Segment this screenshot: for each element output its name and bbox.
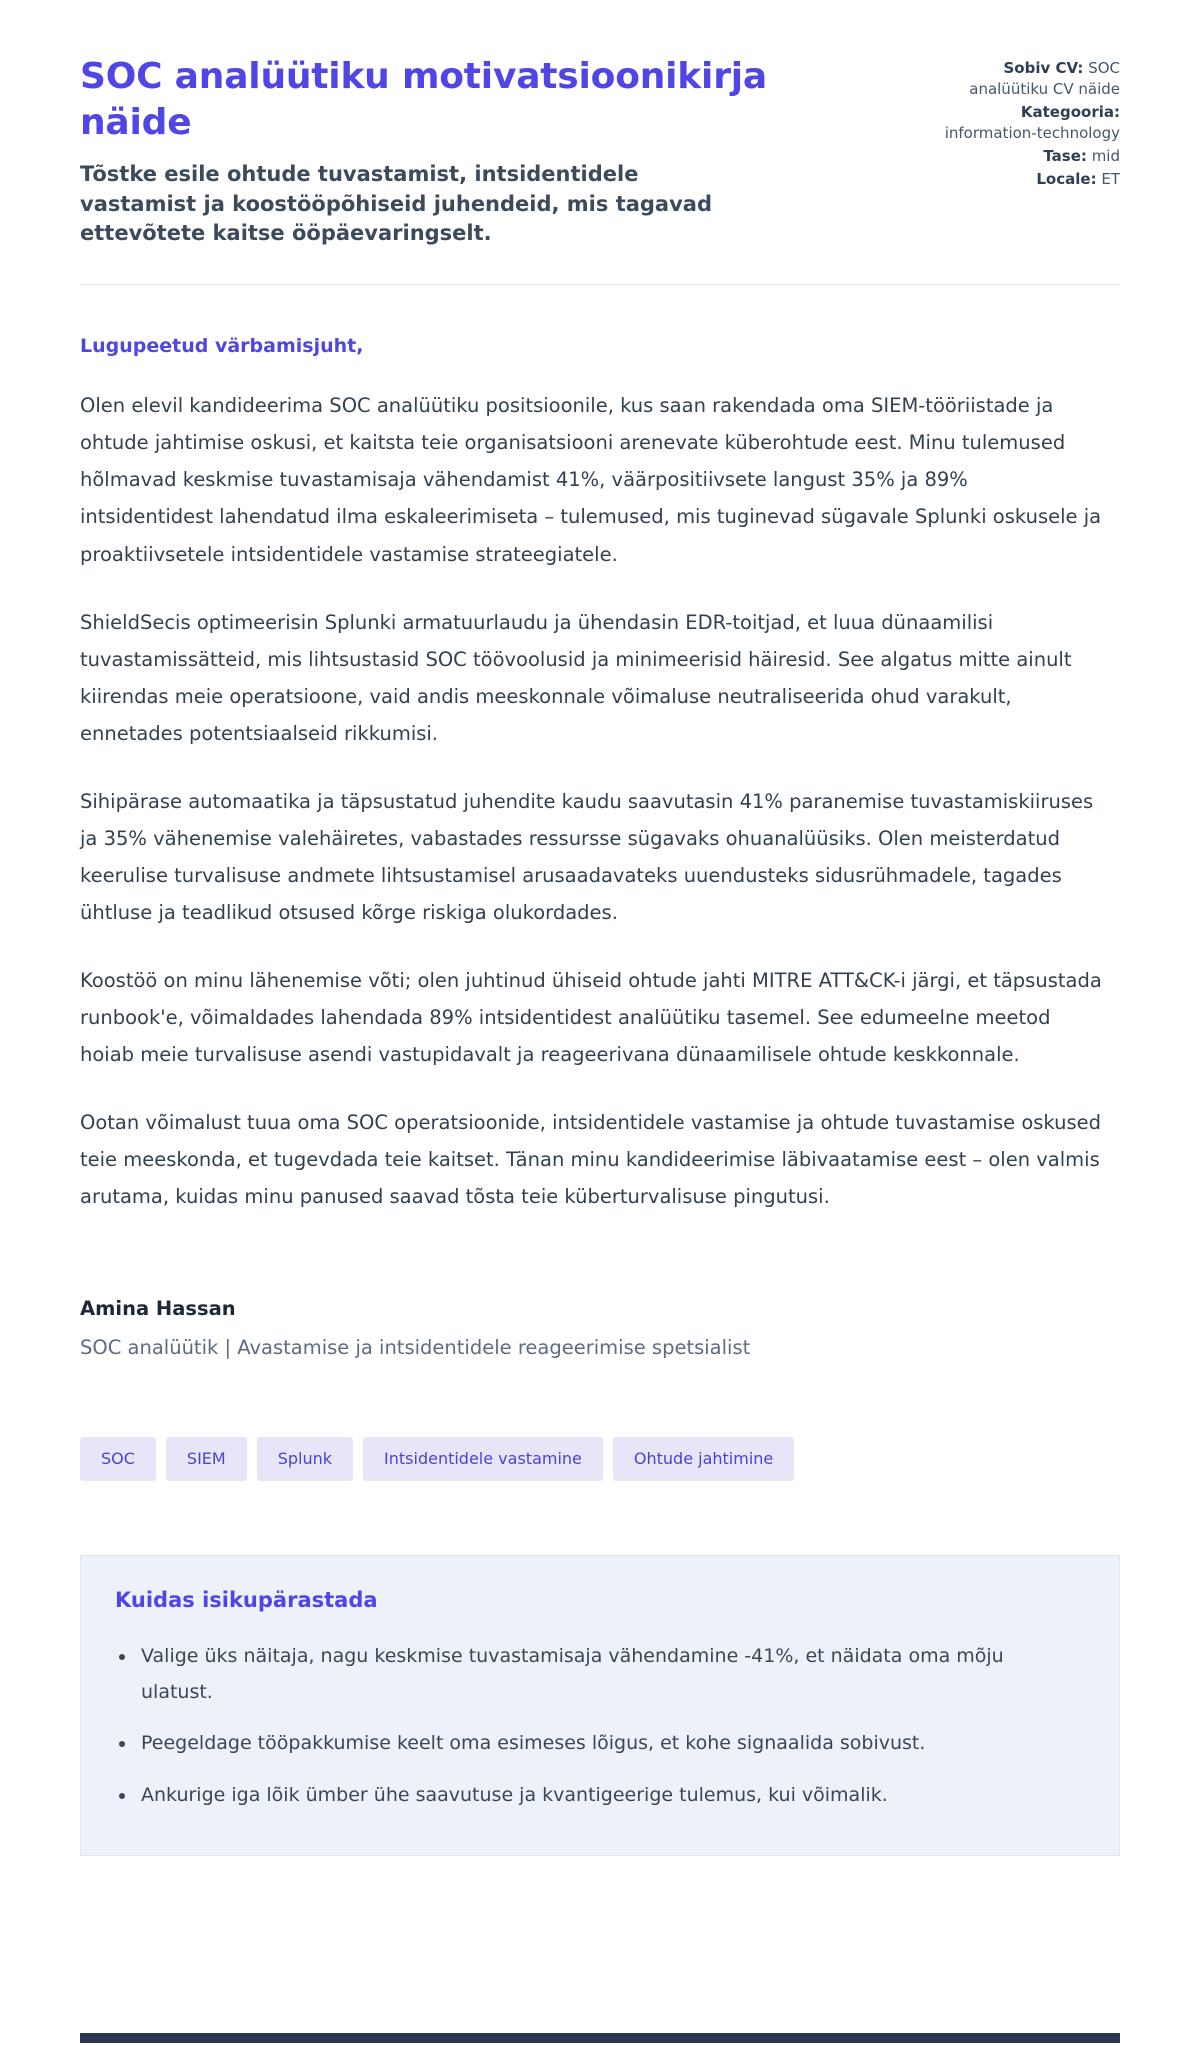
signature-role: SOC analüütik | Avastamise ja intsidentidele reageerimise spetsialist	[80, 1336, 751, 1360]
meta-label: Kategooria:	[1020, 103, 1120, 121]
tag-siem: SIEM	[166, 1437, 247, 1481]
personalize-bullet-2: • Peegeldage tööpakkumise keelt oma esimeses lõigus, et kohe signaalida sobivust.	[137, 1725, 1081, 1761]
meta-item-matching-cv	[942, 58, 1120, 100]
meta-panel	[942, 54, 1120, 192]
tag-splunk: Splunk	[257, 1437, 353, 1481]
letter-paragraph-2: ShieldSecis optimeerisin Splunki armatuurlaudu ja ühendasin EDR-toitjad, et luua dünaamilisi tuvastamissätteid, mis lihtsustasid SOC töövoolusid ja minimeerisid häiresid. See algatus mitte ainult kiirendas meie operatsioone, vaid andis meeskonnale võimaluse neutraliseerida ohud varakult, ennetades potentsiaalseid rikkumisi.	[80, 610, 1072, 745]
meta-value: SOC analüütiku CV näide	[969, 59, 1120, 98]
meta-item-locale	[942, 169, 1120, 190]
meta-label: Sobiv CV:	[1003, 59, 1084, 77]
meta-item-level	[942, 146, 1120, 167]
header-text-block	[80, 54, 870, 248]
letter-paragraph-5: Ootan võimalust tuua oma SOC operatsioonide, intsidentidele vastamise ja ohtude tuvastamise oskused teie meeskonda, et tugevdada teie kaitset. Tänan minu kandideerimise läbivaatamise eest – olen valmis arutama, kuidas minu panused saavad tõsta teie küberturvalisuse pingutusi.	[80, 1111, 1101, 1209]
personalize-bullet-list	[111, 1638, 1085, 1812]
meta-value: mid	[1091, 147, 1120, 165]
personalize-bullet-1: • Valige üks näitaja, nagu keskmise tuvastamisaja vähendamine -41%, et näidata oma mõju ulatust.	[137, 1638, 1081, 1710]
footer-bar	[80, 2033, 1120, 2043]
meta-item-category	[942, 102, 1120, 144]
page-subtitle: Tõstke esile ohtude tuvastamist, intsidentidele vastamist ja koostööpõhiseid juhendeid, mis tagavad ettevõtete kaitse ööpäevaringselt.	[80, 162, 712, 245]
header-divider	[80, 284, 1120, 285]
personalize-box	[80, 1555, 1120, 1855]
tag-soc: SOC	[80, 1437, 156, 1481]
letter-paragraph-1: Olen elevil kandideerima SOC analüütiku positsioonile, kus saan rakendada oma SIEM-tööriistade ja ohtude jahtimise oskusi, et kaitsta teie organisatsiooni arenevate küberohtude eest. Minu tulemused hõlmavad keskmise tuvastamisaja vähendamist 41%, väärpositiivsete langust 35% ja 89% intsidentidest lahendatud ilma eskaleerimiseta – tulemused, mis tuginevad sügavale Splunki oskusele ja proaktiivsetele intsidentidele vastamise strateegiatele.	[80, 394, 1102, 566]
letter-greeting: Lugupeetud värbamisjuht,	[80, 335, 364, 358]
meta-value: ET	[1101, 170, 1120, 188]
personalize-bullet-3: • Ankurige iga lõik ümber ühe saavutuse ja kvantigeerige tulemus, kui võimalik.	[137, 1777, 1081, 1813]
tag-incident-response: Intsidentidele vastamine	[363, 1437, 603, 1481]
meta-label: Tase:	[1043, 147, 1087, 165]
signature-name: Amina Hassan	[80, 1297, 236, 1321]
meta-label: Locale:	[1036, 170, 1097, 188]
personalize-heading: Kuidas isikupärastada	[115, 1588, 378, 1613]
page-title: SOC analüütiku motivatsioonikirja näide	[80, 56, 767, 144]
letter-paragraph-3: Sihipärase automaatika ja täpsustatud juhendite kaudu saavutasin 41% paranemise tuvastamiskiiruses ja 35% vähenemise valehäiretes, vabastades ressursse sügavaks ohuanalüüsiks. Olen meisterdatud keerulise turvalisuse andmete lihtsustamisel arusaadavateks uuendusteks sidusrühmadele, tagades ühtluse ja teadlikud otsused kõrge riskiga olukordades.	[80, 789, 1094, 924]
tag-threat-hunting: Ohtude jahtimine	[613, 1437, 794, 1481]
tag-list	[80, 1437, 1120, 1481]
meta-value: information-technology	[944, 124, 1120, 142]
letter-paragraph-4: Koostöö on minu lähenemise võti; olen juhtinud ühiseid ohtude jahti MITRE ATT&CK-i järgi, et täpsustada runbook'e, võimaldades lahendada 89% intsidentidest analüütiku tasemel. See edumeelne meetod hoiab meie turvalisuse asendi vastupidavalt ja reageerivana dünaamilisele ohtude keskkonnale.	[80, 968, 1102, 1067]
header	[80, 54, 1120, 248]
